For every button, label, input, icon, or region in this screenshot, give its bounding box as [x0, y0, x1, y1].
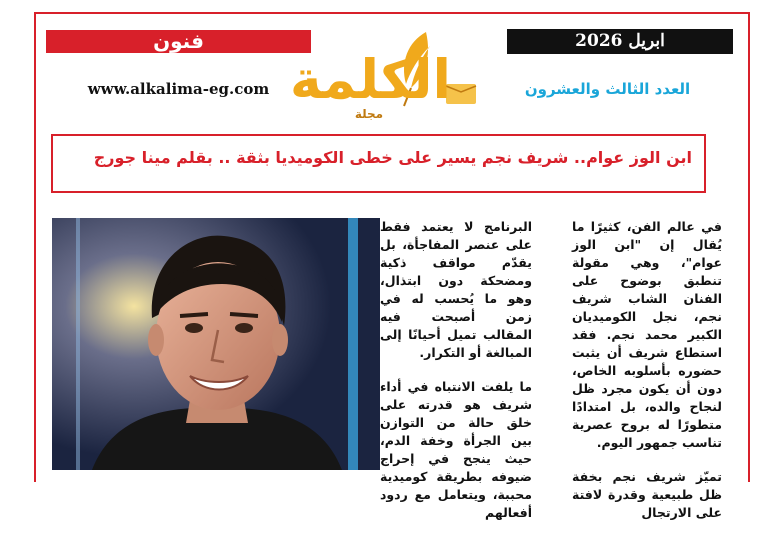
issue-number: العدد الثالث والعشرون: [524, 80, 691, 98]
paragraph: البرنامج لا يعتمد فقط على عنصر المفاجأة، بل يقدّم مواقف ذكية ومضحكة دون ابتذال، وهو ما يُحسب له في زمن أصبحت فيه المقالب تميل أحيانًا إلى المبالغة أو التكرار.: [380, 219, 532, 360]
magazine-logo: [289, 28, 488, 123]
paragraph: ما يلفت الانتباه في أداء شريف هو قدرته على خلق حالة من التوازن بين الجرأة وخفة الدم، حيث ينجح في إحراج ضيوفه بطريقة كوميدية محببة، ويتعامل مع ردود أفعالهم: [380, 379, 532, 520]
headline-box: [51, 134, 706, 193]
paragraph: تميّز شريف نجم بخفة ظل طبيعية وقدرة لافتة على الارتجال: [572, 469, 722, 520]
issue-date: ابريل 2026: [507, 29, 733, 54]
article-photo: [52, 218, 380, 470]
logo-wordmark: الكلمة: [289, 48, 451, 111]
website-url[interactable]: www.alkalima-eg.com: [87, 80, 270, 98]
article-column-middle: [380, 218, 532, 538]
paragraph: في عالم الفن، كثيرًا ما يُقال إن "ابن الوز عوام"، وهي مقولة تنطبق بوضوح على الفنان الشاب شريف نجم، نجل الكوميديان الكبير محمد نجم. فقد استطاع شريف أن يثبت حضوره بأسلوبه الخاص، دون أن يكون مجرد ظل لنجاح والده، بل امتدادًا متطورًا له بروح عصرية تناسب جمهور اليوم.: [572, 219, 722, 450]
section-label: فنون: [46, 30, 311, 53]
logo-subtitle: مجلة: [354, 107, 384, 121]
article-column-right: [572, 218, 722, 538]
article-headline: ابن الوز عوام.. شريف نجم يسير على خطى الكوميديا بثقة .. بقلم مينا جورج: [93, 148, 692, 167]
portrait-image: [52, 218, 380, 470]
